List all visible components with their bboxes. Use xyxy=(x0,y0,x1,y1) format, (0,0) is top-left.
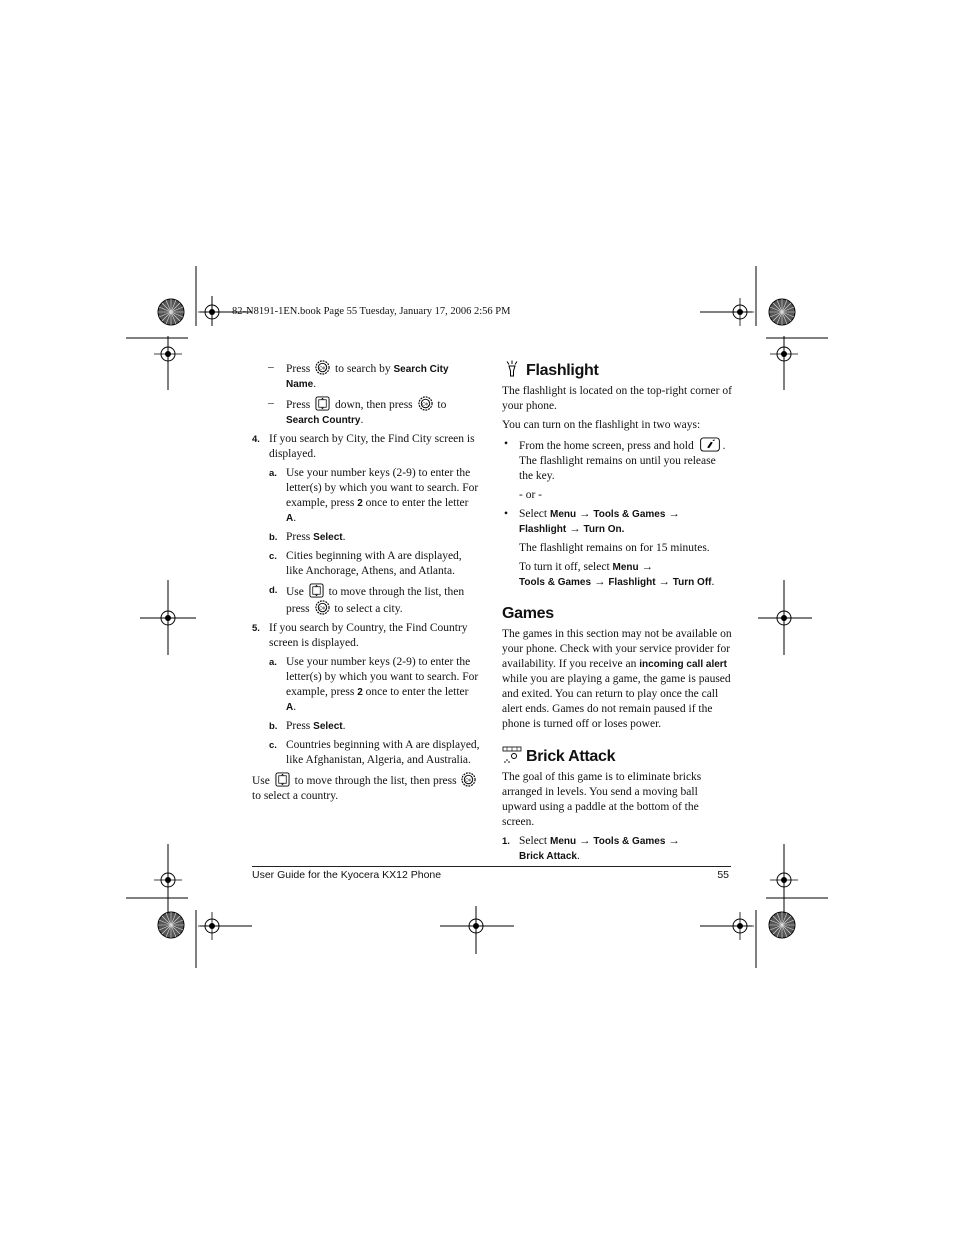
substep-search-city: – Press OK to search by Search City Name. xyxy=(268,361,449,390)
step-4a: a. Use your number keys (2-9) to enter the letter(s) by which you want to search. For example, press 2 once to enter the letter A. xyxy=(269,467,479,524)
step-5a: a. Use your number keys (2-9) to enter the letter(s) by which you want to search. For example, press 2 once to enter the letter A. xyxy=(269,656,479,713)
games-heading: Games xyxy=(502,605,554,622)
or-separator: - or - xyxy=(519,489,542,501)
page-footer xyxy=(252,866,731,881)
flashlight-location: The flashlight is located on the top-right corner of your phone. xyxy=(502,385,732,412)
brick-attack-heading-icon xyxy=(502,746,522,764)
step-4: 4. If you search by City, the Find City screen is displayed. xyxy=(252,433,475,460)
svg-text:OK: OK xyxy=(319,365,327,371)
nav-key-icon xyxy=(309,583,324,598)
flashlight-heading-icon xyxy=(502,360,522,378)
flashlight-ways: You can turn on the flashlight in two ways: xyxy=(502,419,701,431)
games-paragraph: The games in this section may not be available on your phone. Check with your service provider for availability. If you receive an incoming call alert while you are playing a game, the game is paused and exited. You can return to play once the call alert ends. Games do not remain paused if the phone is turned off or loses power. xyxy=(502,628,732,730)
bullet-select-menu: • Select Menu → Tools & Games → Flashlight → Turn On. xyxy=(504,508,680,535)
page-number: 55 xyxy=(717,869,729,881)
turn-off-instruction: To turn it off, select Menu → Tools & Games → Flashlight → Turn Off. xyxy=(519,561,715,588)
svg-text:OK: OK xyxy=(465,777,473,783)
bullet-home-screen: • From the home screen, press and hold . The flashlight remains on until you release the key. xyxy=(504,438,726,482)
step-4b: b. Press Select. xyxy=(269,531,346,543)
brick-step-1: 1. Select Menu → Tools & Games → Brick Attack. xyxy=(502,835,680,862)
ok-key-icon xyxy=(315,600,330,615)
step-4c: c. Cities beginning with A are displayed, like Anchorage, Athens, and Atlanta. xyxy=(269,550,462,577)
nav-key-icon xyxy=(315,396,330,411)
flashlight-heading: Flashlight xyxy=(502,360,732,380)
nav-key-icon xyxy=(275,772,290,787)
print-header: 82-N8191-1EN.book Page 55 Tuesday, January 17, 2006 2:56 PM xyxy=(232,306,511,317)
ok-key-icon xyxy=(461,772,476,787)
footer-title: User Guide for the Kyocera KX12 Phone xyxy=(252,869,442,881)
svg-text:OK: OK xyxy=(421,401,429,407)
brick-attack-heading: Brick Attack xyxy=(502,746,732,766)
step-5b: b. Press Select. xyxy=(269,720,346,732)
svg-text:OK: OK xyxy=(318,605,326,611)
step-5: 5. If you search by Country, the Find Country screen is displayed. xyxy=(252,622,468,649)
ok-key-icon xyxy=(315,360,330,375)
step-5c: c. Countries beginning with A are displayed, like Afghanistan, Algeria, and Australia. xyxy=(269,739,480,766)
remains-on-note: The flashlight remains on for 15 minutes. xyxy=(519,542,710,554)
right-column xyxy=(502,360,732,868)
ok-key-icon xyxy=(418,396,433,411)
flashlight-key-icon xyxy=(699,437,721,452)
left-column xyxy=(252,360,480,808)
use-nav-paragraph: Use to move through the list, then press OK to select a country. xyxy=(252,772,480,804)
brick-attack-paragraph: The goal of this game is to eliminate bricks arranged in levels. You send a moving ball upward using a paddle at the bottom of the screen. xyxy=(502,771,702,828)
step-4d: d. Use to move through the list, then press OK to select a city. xyxy=(269,585,465,615)
substep-search-country: – Press down, then press OK to Search Country. xyxy=(268,397,447,426)
